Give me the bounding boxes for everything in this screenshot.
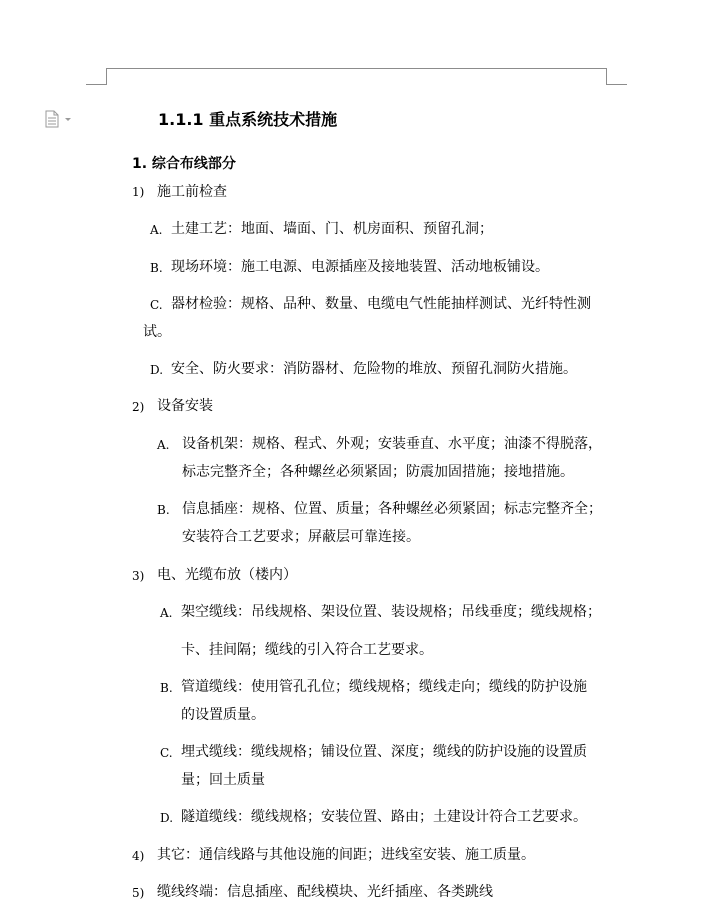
item-3-sub-b-text-line1: 管道缆线：使用管孔孔位；缆线规格；缆线走向；缆线的防护设施 [181, 679, 587, 695]
item-1-sub-b-text: 现场环境：施工电源、电源插座及接地装置、活动地板铺设。 [171, 259, 549, 275]
item-2-number: 2) [132, 400, 145, 414]
item-3-sub-a-text-line2: 卡、挂间隔；缆线的引入符合工艺要求。 [181, 642, 433, 658]
item-3-sub-d-text: 隧道缆线：缆线规格；安装位置、路由；土建设计符合工艺要求。 [181, 809, 587, 825]
item-2-sub-a-marker: A. [157, 438, 170, 452]
item-1-number: 1) [132, 185, 145, 199]
item-1-sub-c-marker: C. [150, 298, 163, 312]
item-3-number: 3) [132, 569, 145, 583]
item-3-sub-b-marker: B. [160, 681, 173, 695]
item-1-title: 施工前检查 [157, 184, 227, 200]
item-1-sub-a-text: 土建工艺：地面、墙面、门、机房面积、预留孔洞； [171, 221, 493, 237]
item-5-number: 5) [132, 886, 145, 900]
item-3-sub-c-text-line2: 量；回土质量 [181, 772, 265, 788]
item-2-sub-a-text-line2: 标志完整齐全；各种螺丝必须紧固；防震加固措施；接地措施。 [182, 464, 574, 480]
item-2-sub-b-text-line2: 安装符合工艺要求；屏蔽层可靠连接。 [182, 529, 420, 545]
list-item-number [132, 183, 144, 201]
item-4-title: 其它：通信线路与其他设施的间距；进线室安装、施工质量。 [157, 847, 535, 863]
item-1-sub-d-marker: D. [150, 363, 164, 377]
item-3-sub-c-text-line1: 埋式缆线：缆线规格；铺设位置、深度；缆线的防护设施的设置质 [181, 744, 587, 760]
item-3-sub-b-text-line2: 的设置质量。 [181, 707, 265, 723]
item-1-sub-b-marker: B. [150, 261, 163, 275]
item-2-title: 设备安装 [157, 398, 213, 414]
item-2-sub-a-text-line1: 设备机架：规格、程式、外观；安装垂直、水平度；油漆不得脱落， [182, 436, 602, 452]
item-3-title: 电、光缆布放（楼内） [157, 567, 297, 583]
item-2-sub-b-marker: B. [157, 503, 170, 517]
item-1-sub-c-text-line1: 器材检验：规格、品种、数量、电缆电气性能抽样测试、光纤特性测 [171, 296, 591, 312]
page-corner-mark-left [86, 68, 107, 85]
part-heading: 1. 综合布线部分 [132, 156, 236, 172]
item-3-sub-a-text-line1: 架空缆线：吊线规格、架设位置、装设规格；吊线垂度；缆线规格； [181, 604, 601, 620]
document-options-icon [44, 110, 74, 128]
item-2-sub-b-text-line1: 信息插座：规格、位置、质量；各种螺丝必须紧固；标志完整齐全； [182, 501, 602, 517]
section-title: 1.1.1 重点系统技术措施 [158, 110, 338, 129]
item-3-sub-a-marker: A. [160, 606, 173, 620]
page-corner-mark-right [606, 68, 627, 85]
item-1-sub-a-marker: A. [150, 223, 163, 237]
item-1-sub-d-text: 安全、防火要求：消防器材、危险物的堆放、预留孔洞防火措施。 [171, 361, 577, 377]
document-icon[interactable] [44, 110, 74, 128]
item-4-number: 4) [132, 849, 145, 863]
item-1-sub-c-text-line2: 试。 [143, 324, 171, 340]
header-line [107, 68, 606, 69]
item-3-sub-d-marker: D. [160, 811, 174, 825]
item-3-sub-c-marker: C. [160, 746, 173, 760]
item-5-title: 缆线终端：信息插座、配线模块、光纤插座、各类跳线 [157, 884, 493, 900]
